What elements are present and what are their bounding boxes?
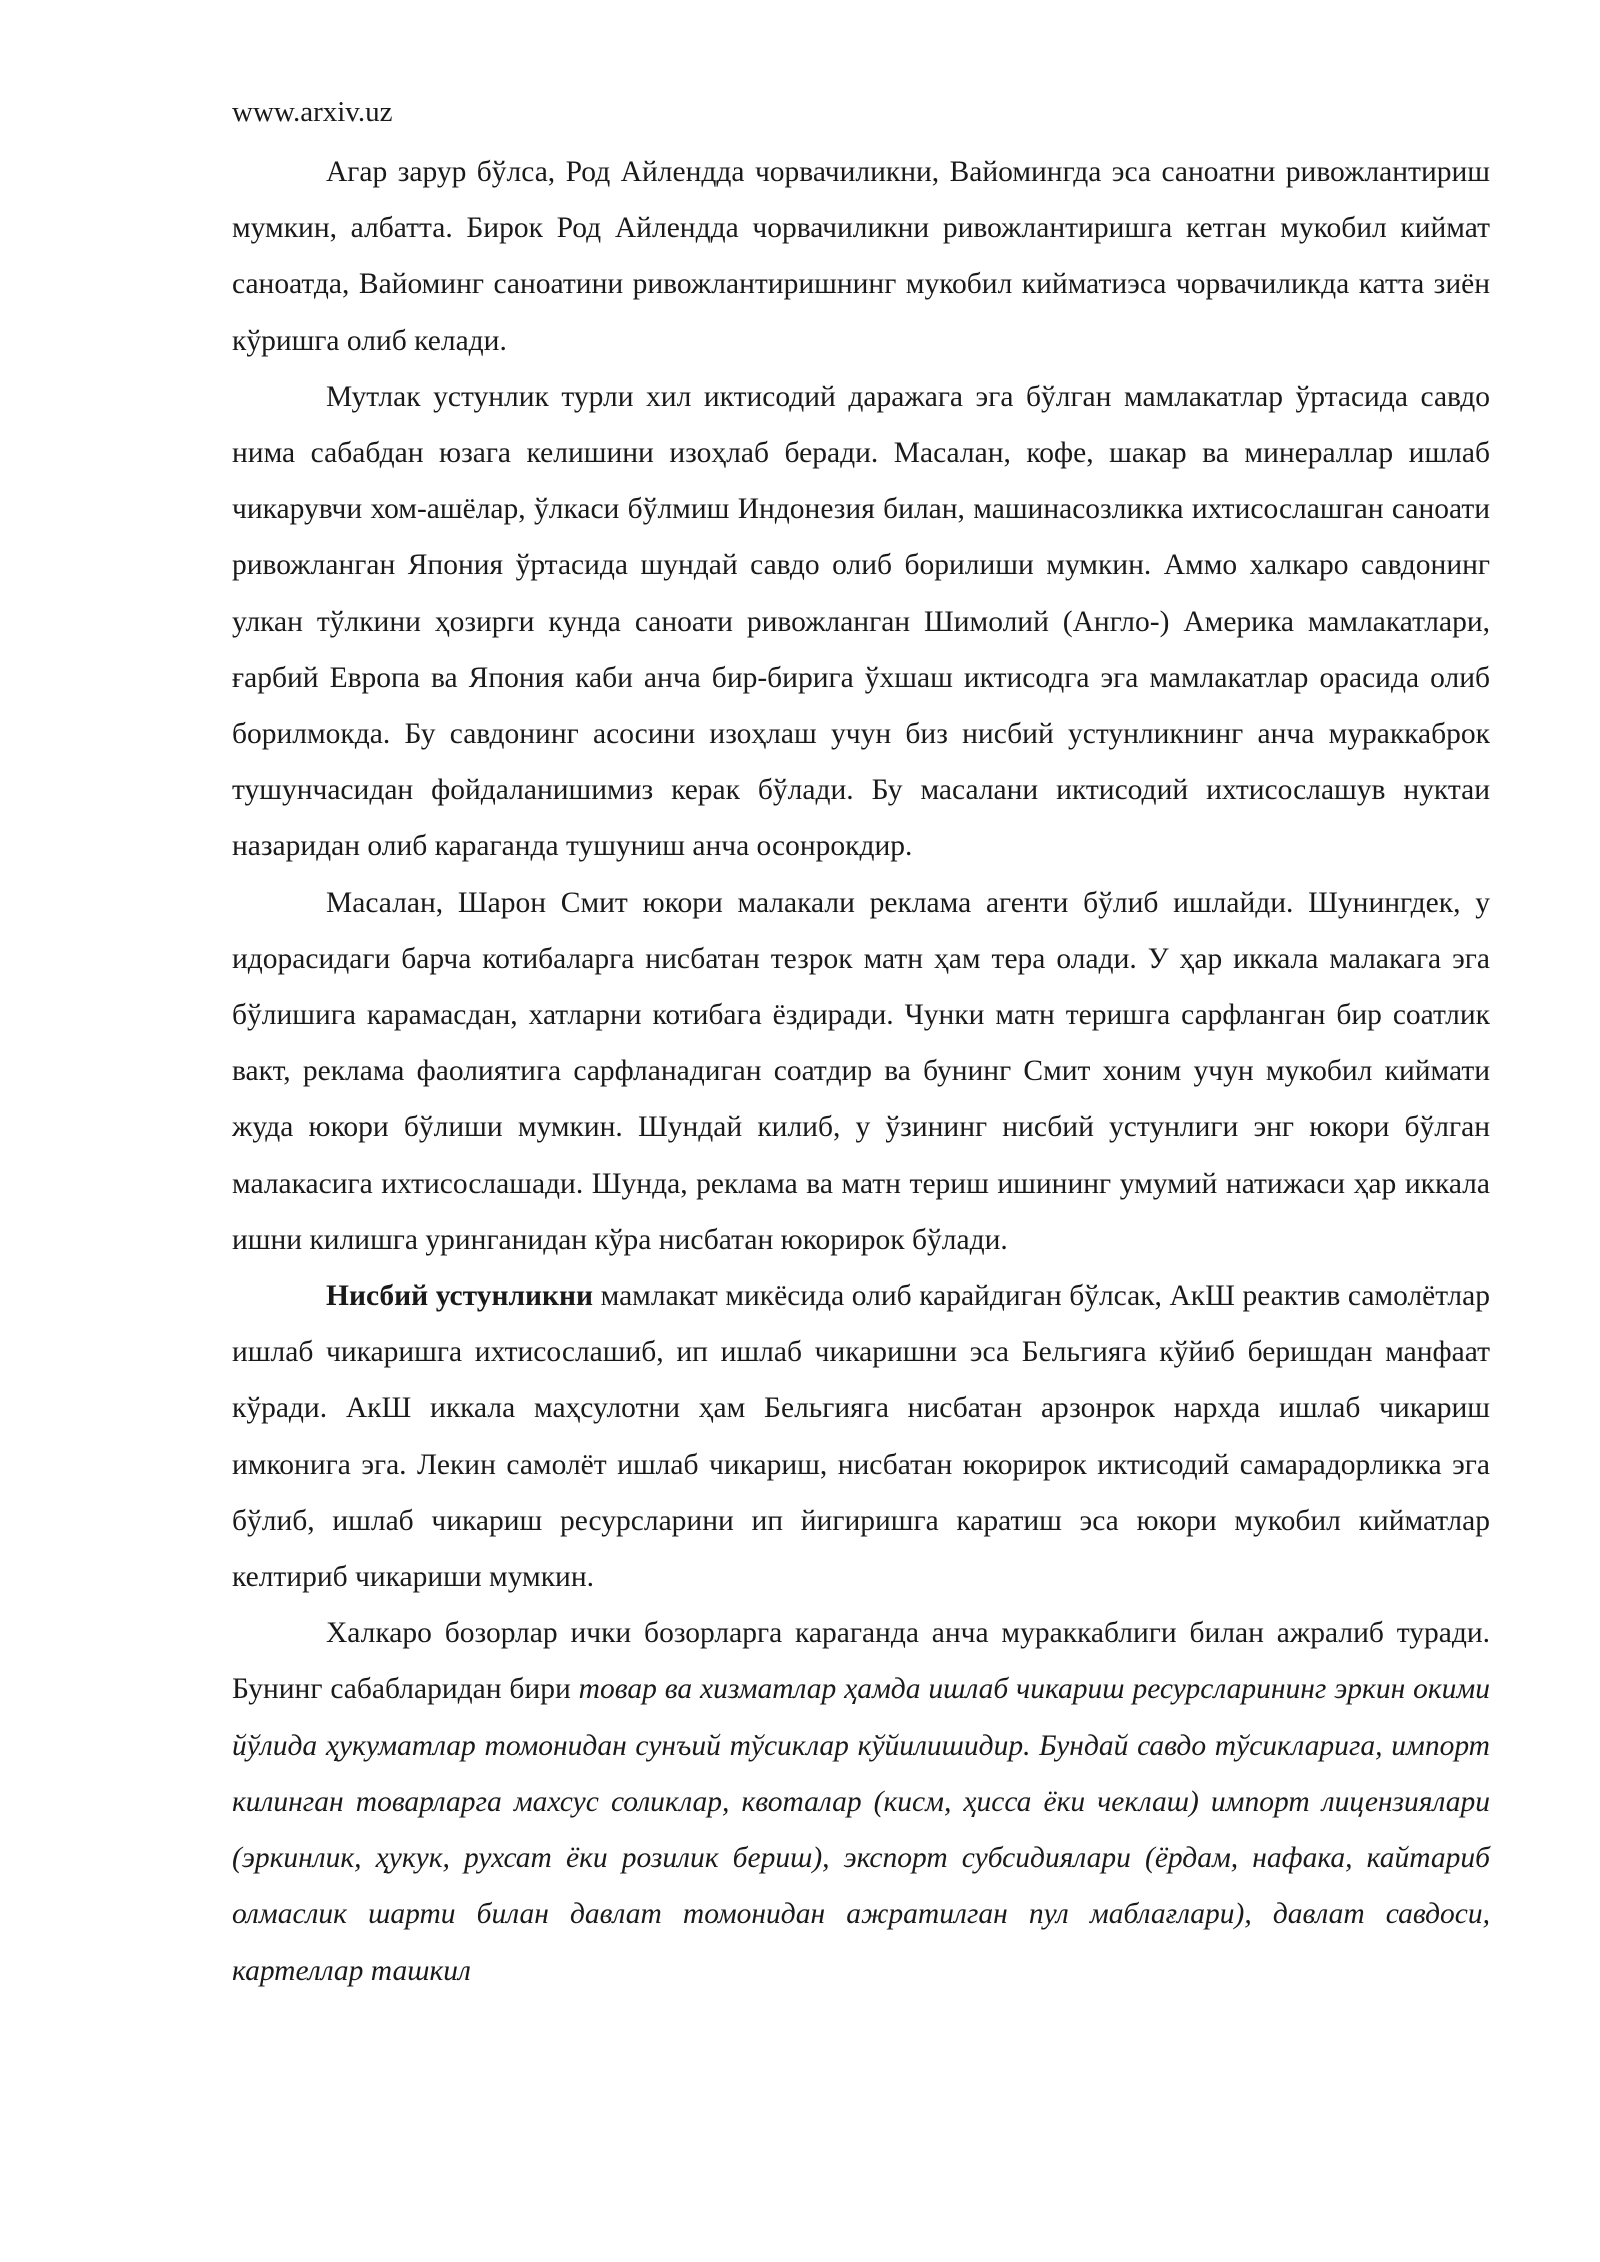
document-page [232, 92, 1490, 1999]
site-url-header: www.arxiv.uz [232, 96, 393, 128]
paragraph-sharon-smith-example [232, 875, 1490, 1268]
italic-passage: товар ва хизматлар ҳамда ишлаб чикариш ресурсларининг эркин окими йўлида ҳукуматлар томонидан сунъий тўсиклар кўйилишидир. Бундай савдо тўсикларига, импорт килинган товарларга махсус соликлар, квоталар (кисм, ҳисса ёки чеклаш) импорт лицензиялари (эркинлик, ҳукук, рухсат ёки розилик бериш), экспорт субсидиялари (ёрдам, нафака, кайтариб олмаслик шарти билан давлат томонидан ажратилган пул маблағлари), давлат савдоси, картеллар ташкил [232, 1673, 1490, 1987]
paragraph-absolute-advantage [232, 369, 1490, 875]
paragraph-text: Агар зарур бўлса, Род Айлендда чорвачиликни, Вайомингда эса саноатни ривожлантириш мумкин, албатта. Бирок Род Айлендда чорвачиликни ривожлантиришга кетган мукобил киймат саноатда, Вайоминг саноатини ривожлантиришнинг мукобил кийматиэса чорвачиликда катта зиён кўришга олиб келади. [232, 156, 1490, 357]
paragraph-text: Халкаро бозорлар ички бозорларга караганда анча мураккаблиги билан ажралиб туради. Бунинг сабабларидан бири [232, 1617, 1490, 1706]
paragraph-comparative-advantage [232, 1268, 1490, 1605]
paragraph-text: Мутлак устунлик турли хил иктисодий даражага эга бўлган мамлакатлар ўртасида савдо нима сабабдан юзага келишини изоҳлаб беради. Масалан, кофе, шакар ва минераллар ишлаб чикарувчи хом-ашёлар, ўлкаси бўлмиш Индонезия билан, машинасозликка ихтисослашган саноати ривожланган Япония ўртасида шундай савдо олиб борилиши мумкин. Аммо халкаро савдонинг улкан тўлкини ҳозирги кунда саноати ривожланган Шимолий (Англо-) Америка мамлакатлари, ғарбий Европа ва Япония каби анча бир-бирига ўхшаш иктисодга эга мамлакатлар орасида олиб борилмокда. Бу савдонинг асосини изоҳлаш учун биз нисбий устунликнинг анча мураккаброк тушунчасидан фойдаланишимиз керак бўлади. Бу масалани иктисодий ихтисослашув нуктаи назаридан олиб караганда тушуниш анча осонрокдир. [232, 380, 1490, 863]
paragraph-text: Масалан, Шарон Смит юкори малакали реклама агенти бўлиб ишлайди. Шунингдек, у идорасидаги барча котибаларга нисбатан тезрок матн ҳам тера олади. У ҳар иккала малакага эга бўлишига карамасдан, хатларни котибага ёздиради. Чунки матн теришга сарфланган бир соатлик вакт, реклама фаолиятига сарфланадиган соатдир ва бунинг Смит хоним учун мукобил киймати жуда юкори бўлиши мумкин. Шундай килиб, у ўзининг нисбий устунлиги энг юкори бўлган малакасига ихтисослашади. Шунда, реклама ва матн териш ишининг умумий натижаси ҳар иккала ишни килишга уринганидан кўра нисбатан юкорирок бўлади. [232, 886, 1490, 1256]
bold-term: Нисбий устунликни [326, 1280, 594, 1313]
paragraph-international-markets [232, 1605, 1490, 1998]
paragraph-rhode-island-wyoming [232, 144, 1490, 369]
paragraph-text: мамлакат микёсида олиб карайдиган бўлсак, АкШ реактив самолётлар ишлаб чикаришга ихтисослашиб, ип ишлаб чикаришни эса Бельгияга кўйиб беришдан манфаат кўради. АкШ иккала маҳсулотни ҳам Бельгияга нисбатан арзонрок нархда ишлаб чикариш имконига эга. Лекин самолёт ишлаб чикариш, нисбатан юкорирок иктисодий самарадорликка эга бўлиб, ишлаб чикариш ресурсларини ип йигиришга каратиш эса юкори мукобил кийматлар келтириб чикариши мумкин. [232, 1280, 1491, 1594]
